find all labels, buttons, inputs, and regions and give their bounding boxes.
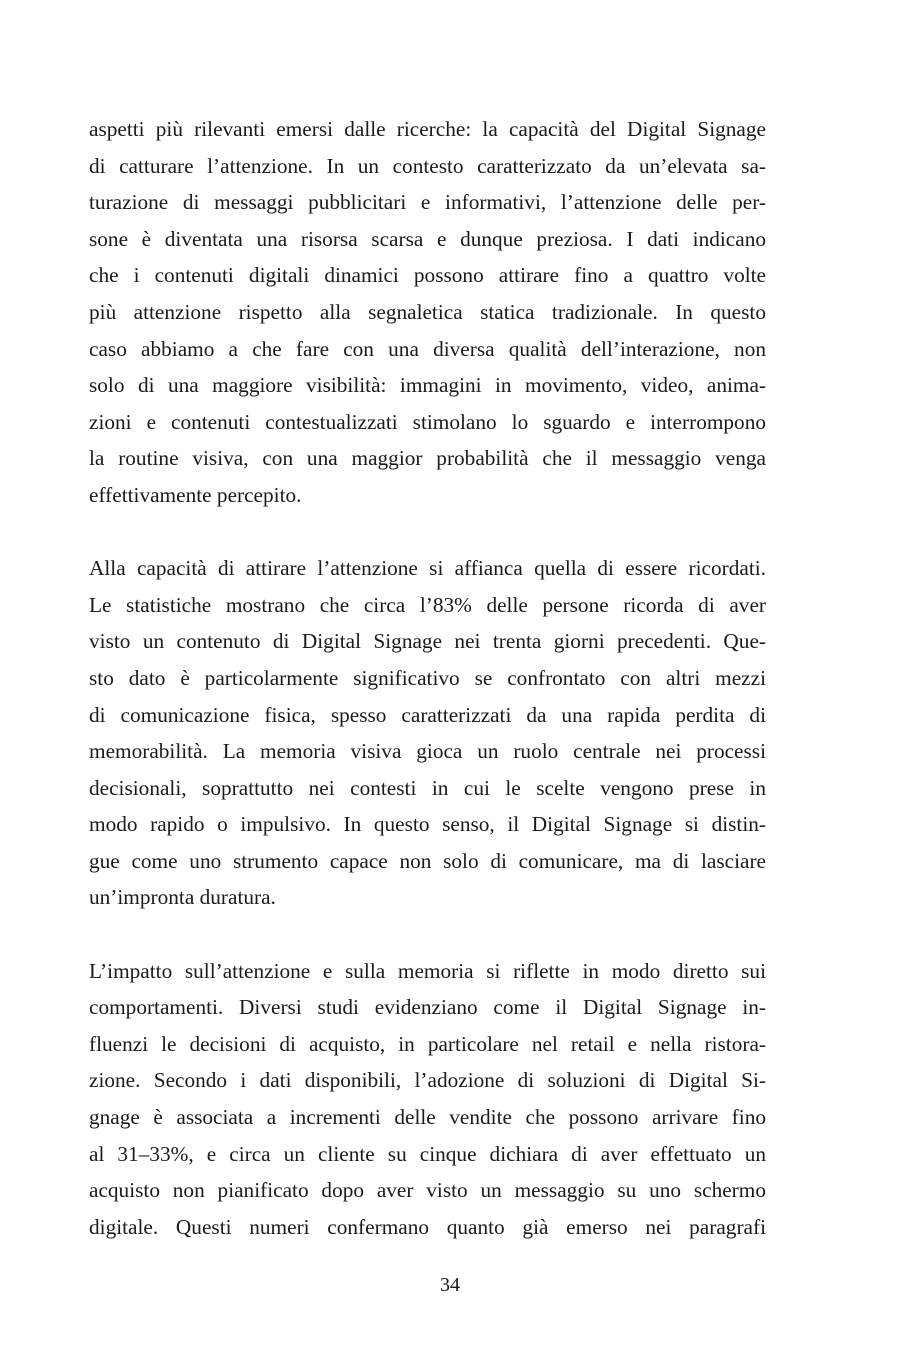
text-line: zioni e contenuti contestualizzati stimolano lo sguardo e interrompono [89,409,766,434]
text-line: sto dato è particolarmente significativo se confrontato con altri mezzi [89,665,766,690]
text-line: aspetti più rilevanti emersi dalle ricerche: la capacità del Digital Signage [89,117,766,141]
paragraph [89,111,766,514]
text-line: che i contenuti digitali dinamici possono attirare fino a quattro volte [89,263,766,288]
text-line: comportamenti. Diversi studi evidenziano come il Digital Signage in- [89,995,766,1020]
text-line: gnage è associata a incrementi delle vendite che possono arrivare fino [89,1105,766,1130]
text-line: fluenzi le decisioni di acquisto, in particolare nel retail e nella ristora- [89,1031,766,1056]
text-line: di catturare l’attenzione. In un contesto caratterizzato da un’elevata sa- [89,153,766,178]
text-line: effettivamente percepito. [89,482,302,507]
text-line: di comunicazione fisica, spesso caratterizzati da una rapida perdita di [89,702,766,727]
paragraph-gap [89,916,766,953]
text-line: visto un contenuto di Digital Signage nei trenta giorni precedenti. Que- [89,629,766,654]
text-line: sone è diventata una risorsa scarsa e dunque preziosa. I dati indicano [89,226,766,251]
paragraph [89,953,766,1246]
paragraph-gap [89,514,766,551]
text-line: digitale. Questi numeri confermano quanto già emerso nei paragrafi [89,1214,766,1239]
paragraph [89,550,766,916]
text-line: zione. Secondo i dati disponibili, l’adozione di soluzioni di Digital Si- [89,1068,766,1093]
text-line: gue come uno strumento capace non solo di comunicare, ma di lasciare [89,848,766,873]
text-line: più attenzione rispetto alla segnaletica statica tradizionale. In questo [89,299,766,324]
text-line: Le statistiche mostrano che circa l’83% delle persone ricorda di aver [89,592,766,617]
text-line: solo di una maggiore visibilità: immagini in movimento, video, anima- [89,373,766,398]
page-number: 34 [440,1274,460,1296]
body-text [89,111,766,1245]
text-line: acquisto non pianificato dopo aver visto un messaggio su uno schermo [89,1178,766,1203]
text-line: decisionali, soprattutto nei contesti in cui le scelte vengono prese in [89,775,766,800]
text-line: caso abbiamo a che fare con una diversa qualità dell’interazione, non [89,336,766,361]
text-line: turazione di messaggi pubblicitari e informativi, l’attenzione delle per- [89,190,766,215]
text-line: al 31–33%, e circa un cliente su cinque dichiara di aver effettuato un [89,1141,766,1166]
text-line: un’impronta duratura. [89,885,276,910]
text-line: Alla capacità di attirare l’attenzione si affianca quella di essere ricordati. [89,556,766,581]
text-line: la routine visiva, con una maggior probabilità che il messaggio venga [89,446,766,471]
text-line: L’impatto sull’attenzione e sulla memoria si riflette in modo diretto sui [89,958,766,983]
text-line: memorabilità. La memoria visiva gioca un ruolo centrale nei processi [89,739,766,764]
text-line: modo rapido o impulsivo. In questo senso, il Digital Signage si distin- [89,812,766,837]
